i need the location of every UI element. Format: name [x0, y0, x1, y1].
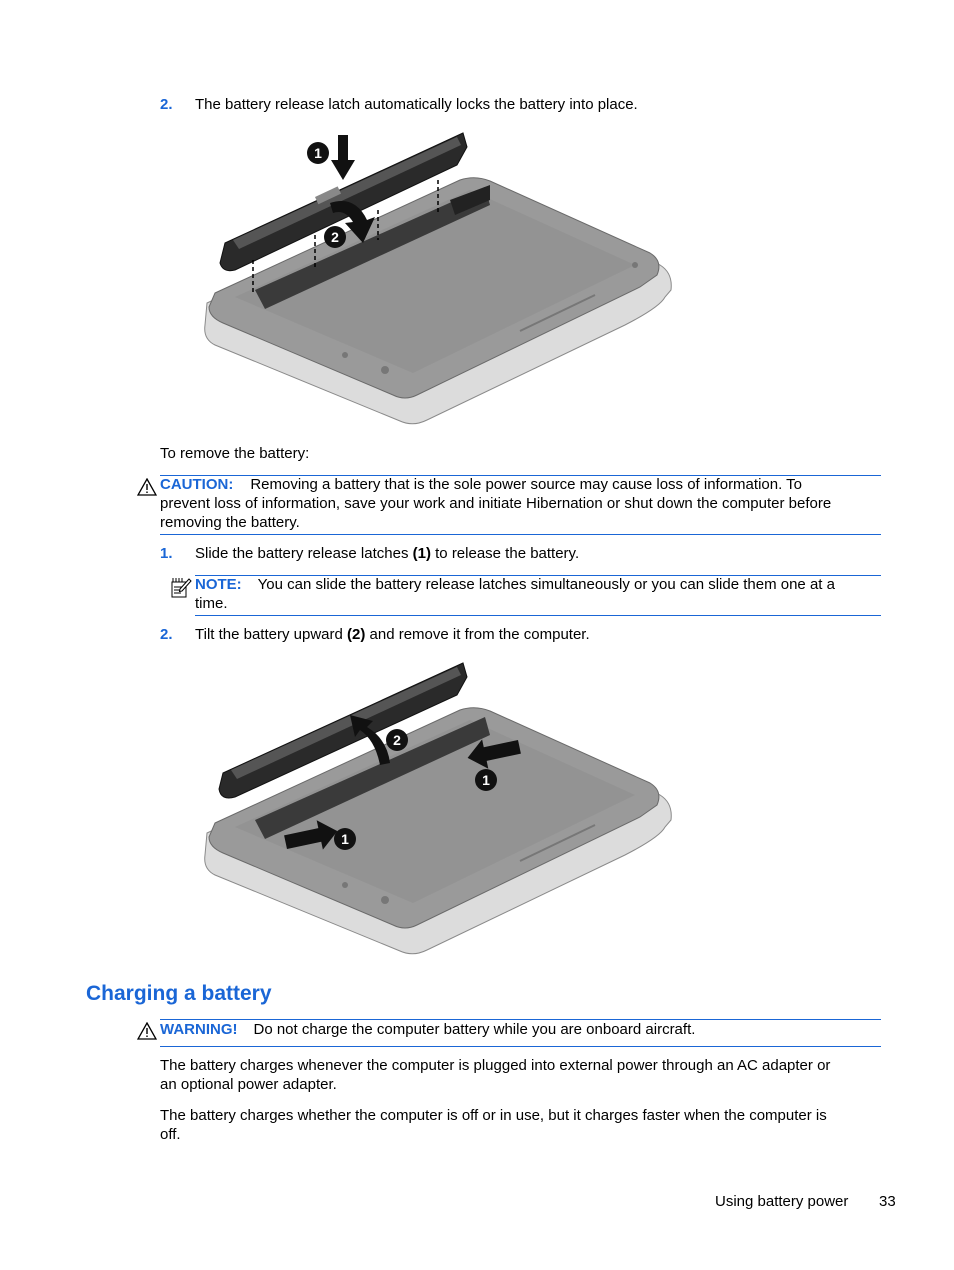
caution-icon	[137, 478, 157, 496]
step-text: Slide the battery release latches	[195, 545, 413, 562]
step-2-install-text: The battery release latch automatically locks the battery into place.	[195, 96, 638, 113]
figure-battery-insert	[195, 125, 675, 430]
figure-battery-remove	[195, 655, 675, 960]
warning-label: WARNING!	[160, 1021, 238, 1038]
step-text-after: and remove it from the computer.	[365, 626, 590, 643]
step-number: 1.	[160, 545, 173, 562]
step-number: 2.	[160, 626, 173, 643]
note-text-line2: time.	[195, 595, 228, 612]
note-icon	[170, 577, 192, 599]
callout-1-top: 1	[475, 769, 497, 791]
paragraph-line: an optional power adapter.	[160, 1076, 337, 1093]
caution-bottom-rule	[160, 534, 881, 535]
paragraph-charging-2	[160, 1106, 885, 1144]
step-2-remove-number	[160, 625, 173, 644]
remove-intro: To remove the battery:	[160, 445, 310, 462]
laptop-battery-insert-illustration	[195, 125, 675, 430]
warning-block	[160, 1020, 885, 1039]
callout-2: 2	[324, 226, 346, 248]
warning-text: Do not charge the computer battery while you are onboard aircraft.	[253, 1021, 696, 1038]
step-1-remove-number	[160, 544, 173, 563]
footer-page-number: 33	[879, 1193, 896, 1210]
footer-section-title: Using battery power	[715, 1193, 849, 1210]
paragraph-line: off.	[160, 1126, 181, 1143]
step-number: 2.	[160, 96, 173, 113]
caution-block	[160, 475, 885, 532]
callout-1-bottom: 1	[334, 828, 356, 850]
callout-2: 2	[386, 729, 408, 751]
laptop-battery-remove-illustration	[195, 655, 675, 960]
paragraph-line: The battery charges whenever the computer is plugged into external power through an AC adapter or	[160, 1057, 831, 1074]
note-text-line1: You can slide the battery release latches simultaneously or you can slide them one at a	[257, 576, 835, 593]
step-text-after: to release the battery.	[430, 545, 580, 562]
step-2-install	[160, 95, 173, 114]
step-2-remove-text	[195, 625, 590, 644]
note-label: NOTE:	[195, 576, 242, 593]
paragraph-charging-1	[160, 1056, 885, 1094]
step-text: Tilt the battery upward	[195, 626, 348, 643]
paragraph-line: The battery charges whether the computer is off or in use, but it charges faster when the computer is	[160, 1107, 827, 1124]
caution-label: CAUTION:	[160, 476, 234, 493]
warning-icon	[137, 1022, 157, 1040]
caution-text-line3: removing the battery.	[160, 514, 300, 531]
step-callout-ref: (2)	[347, 626, 366, 643]
callout-1: 1	[307, 142, 329, 164]
warning-bottom-rule	[160, 1046, 881, 1047]
note-bottom-rule	[195, 615, 881, 616]
note-block	[195, 575, 885, 613]
step-callout-ref: (1)	[412, 545, 431, 562]
caution-text-line2: prevent loss of information, save your work and initiate Hibernation or shut down the computer before	[160, 495, 832, 512]
step-1-remove-text	[195, 544, 579, 563]
section-heading: Charging a battery	[86, 982, 272, 1005]
caution-text-line1: Removing a battery that is the sole power source may cause loss of information. To	[250, 476, 802, 493]
